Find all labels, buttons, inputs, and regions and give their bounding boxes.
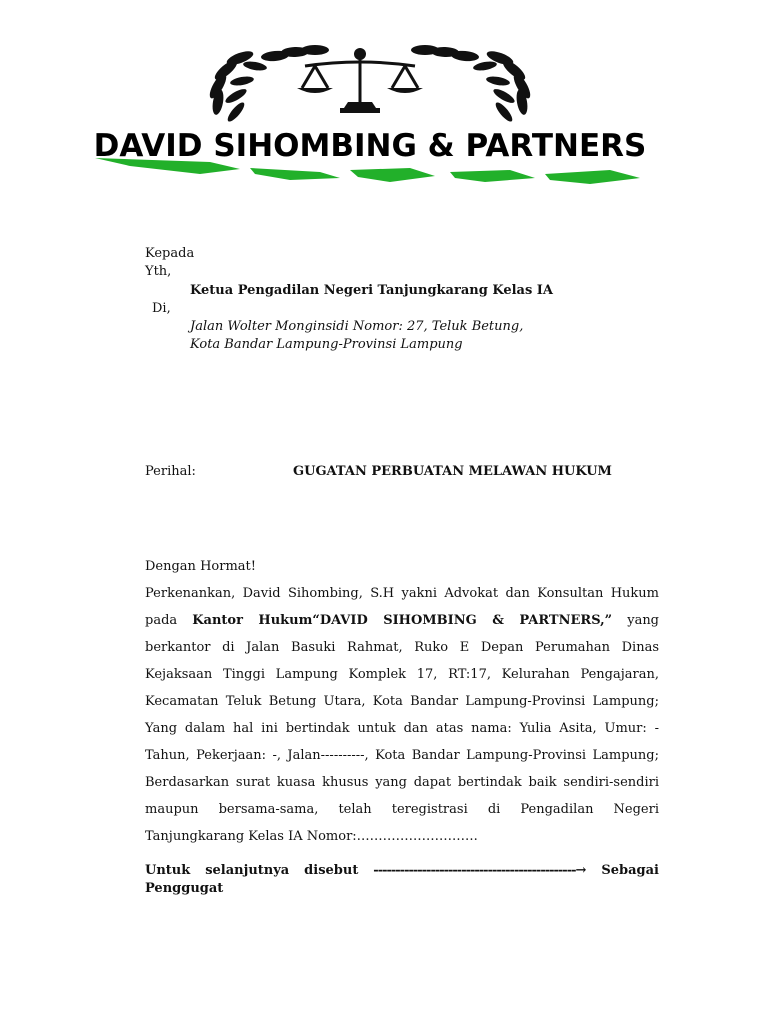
closing-word-untuk: Untuk (145, 863, 191, 878)
recipient-kepada: Kepada (145, 246, 195, 261)
recipient-address-line2: Kota Bandar Lampung-Provinsi Lampung (190, 337, 463, 352)
arrow-right-icon: → (575, 863, 587, 878)
recipient-address-line1: Jalan Wolter Monginsidi Nomor: 27, Teluk Betung, (190, 319, 524, 334)
closing-word-selanjutnya: selanjutnya (205, 863, 290, 878)
recipient-name: Ketua Pengadilan Negeri Tanjungkarang Kelas IA (190, 283, 553, 298)
closing-penggugat: Penggugat (145, 881, 224, 896)
body-paragraph-start: Perkenankan, David Sihombing, S.H yakni Advokat dan Konsultan Hukum pada (145, 586, 659, 628)
recipient-di: Di, (152, 301, 171, 316)
greeting: Dengan Hormat! (145, 559, 256, 574)
recipient-yth: Yth, (145, 264, 172, 279)
firm-name: DAVID SIHOMBING & PARTNERS (93, 128, 647, 164)
closing-word-sebagai: Sebagai (601, 863, 659, 878)
closing-word-disebut: disebut (304, 863, 359, 878)
body-paragraph-rest: yang berkantor di Jalan Basuki Rahmat, Ruko E Depan Perumahan Dinas Kejaksaan Tinggi Lampung Komplek 17, RT:17, Kelurahan Pengajaran, Kecamatan Teluk Betung Utara, Kota Bandar Lampung-Provinsi Lampung; Yang dalam hal ini bertindak untuk dan atas nama: Yulia Asita, Umur: - Tahun, Pekerjaan: -, Jalan----------, Kota Bandar Lampung-Provinsi Lampung; Berdasarkan surat kuasa khusus yang dapat bertindak baik sendiri-sendiri maupun bersama-sama, telah teregistrasi di Pengadilan Negeri Tanjungkarang Kelas IA Nomor:………………………. (145, 613, 660, 844)
firm-reference: Kantor Hukum“DAVID SIHOMBING & PARTNERS,” (192, 613, 613, 628)
closing-dashes: ---------------------------------------------- (373, 863, 576, 878)
letter-body (145, 553, 659, 850)
perihal-label: Perihal: (145, 464, 196, 479)
letterhead (90, 36, 650, 196)
scales-of-justice-with-laurel-icon (90, 36, 650, 196)
closing-statement (145, 862, 659, 898)
body-paragraph (145, 580, 659, 850)
perihal-value: GUGATAN PERBUATAN MELAWAN HUKUM (293, 464, 612, 479)
